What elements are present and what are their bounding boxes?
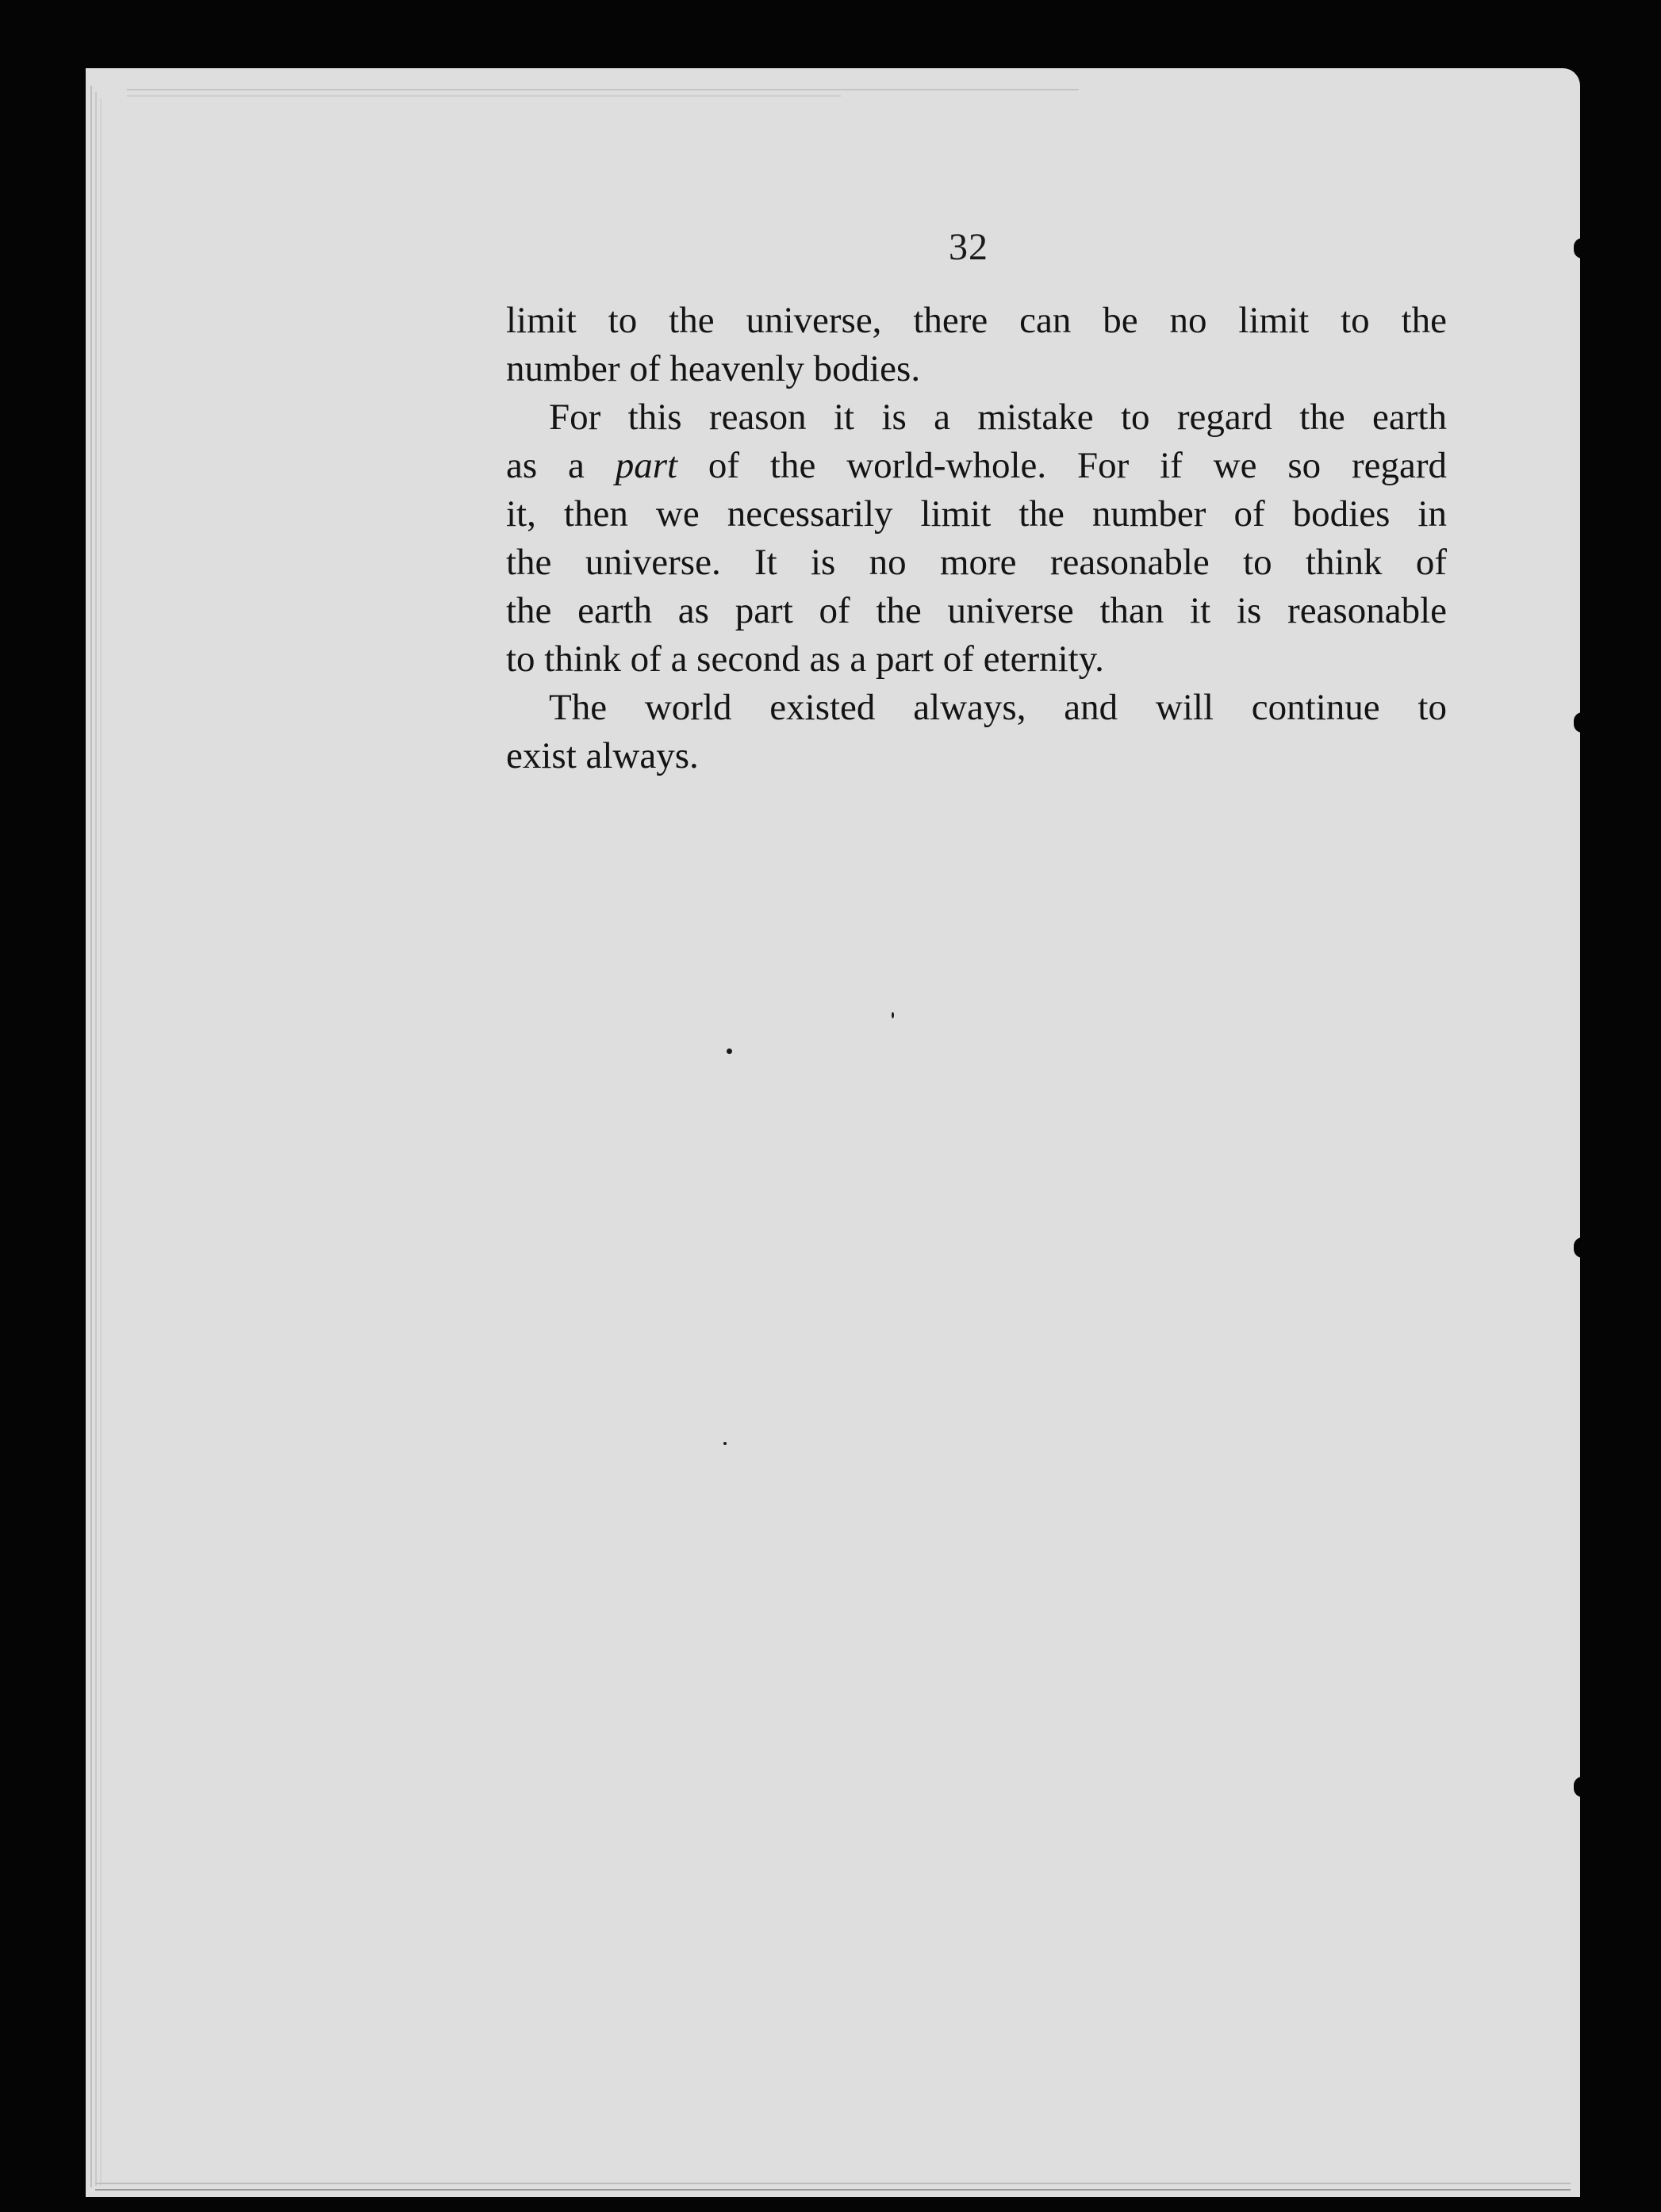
text-line: the earth as part of the universe than it is reasonable bbox=[506, 590, 1447, 631]
page-edge bbox=[90, 86, 92, 2187]
page-edge-top bbox=[127, 89, 1079, 90]
text-line: the universe. It is no more reasonable to think of bbox=[506, 542, 1447, 583]
page-edge-bottom bbox=[95, 2189, 1571, 2191]
page-edge bbox=[95, 92, 97, 2186]
page-edge bbox=[100, 98, 102, 2186]
dust-speck bbox=[892, 1012, 894, 1018]
page-edge-bottom bbox=[95, 2183, 1571, 2184]
text-line: The world existed always, and will continue to bbox=[549, 687, 1447, 728]
dust-speck bbox=[723, 1442, 727, 1445]
binding-tab bbox=[1574, 1237, 1591, 1258]
text-line: number of heavenly bodies. bbox=[506, 348, 921, 389]
binding-tab bbox=[1574, 238, 1591, 259]
text-line: limit to the universe, there can be no limit to the bbox=[506, 300, 1447, 341]
page-number: 32 bbox=[949, 226, 988, 268]
text-run: of the world-whole. For if we so regard bbox=[677, 445, 1447, 486]
body-text bbox=[506, 297, 1447, 780]
text-line: For this reason it is a mistake to regard the earth bbox=[549, 397, 1447, 438]
italic-word: part bbox=[615, 445, 678, 486]
dust-speck bbox=[727, 1048, 732, 1054]
binding-tab bbox=[1574, 1777, 1591, 1797]
text-line: exist always. bbox=[506, 735, 699, 776]
text-run: as a bbox=[506, 445, 616, 486]
text-line: it, then we necessarily limit the number of bodies in bbox=[506, 493, 1447, 535]
binding-tab bbox=[1574, 712, 1591, 733]
page-edge-top bbox=[127, 95, 841, 97]
text-line bbox=[506, 442, 1447, 490]
text-line: to think of a second as a part of eternity. bbox=[506, 638, 1104, 680]
